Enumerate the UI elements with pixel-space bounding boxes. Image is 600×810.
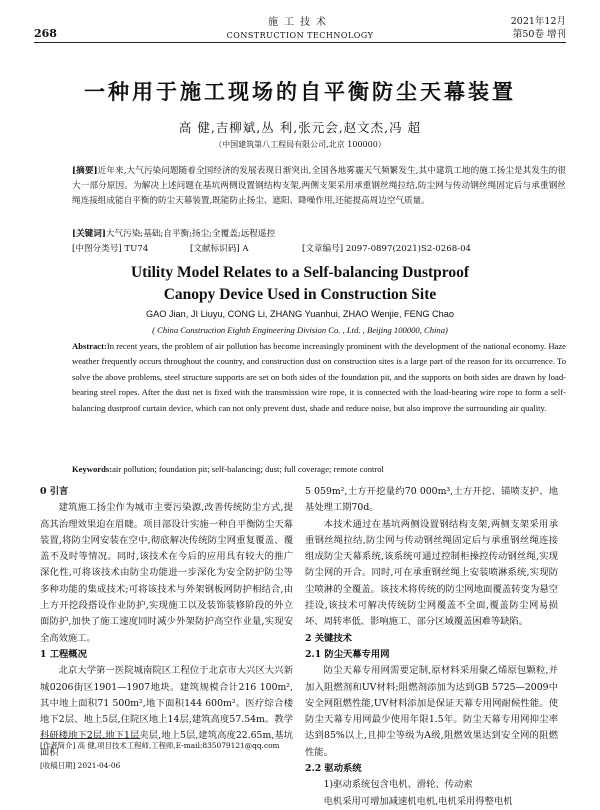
footnote-author: [作者简介] 高 健,项目技术工程师,工程师,E-mail:835079121@qq.com xyxy=(40,741,280,750)
abstract-cn xyxy=(72,164,566,209)
section-1-heading: 1 工程概况 xyxy=(40,648,87,660)
abstract-en xyxy=(72,339,566,416)
keywords-cn xyxy=(72,227,566,242)
body-column-right xyxy=(305,484,558,810)
abstract-cn-label: [摘要] xyxy=(72,166,98,176)
volume-info: 第50卷 增刊 xyxy=(512,29,566,40)
section-2-1-heading: 2.1 防尘天幕专用网 xyxy=(305,648,390,660)
section-1-paragraph-start: 北京大学第一医院城南院区工程位于北京市大兴区大兴新城0206街区1901—1907地块。建筑规模合计216 100m²,其中地上面积71 500m²,地下面积144 600m²。医疗综合楼地下2层、地上5层,住院区地上14层,建筑高度57.54m。教学科研楼地下2层,地下1层夹层,地上5层,建筑高度22.65m,基坑面积 xyxy=(40,665,293,758)
keywords-en-text: air pollution; foundation pit; self-balancing; dust; full coverage; remote control xyxy=(112,464,384,474)
page-number: 268 xyxy=(34,27,57,40)
affiliation-cn: （中国建筑第八工程局有限公司,北京 100000） xyxy=(214,140,386,149)
section-1-paragraph-end: 5 059m²,土方开挖量约70 000m³,土方开挖、锚喷支护、地基处理工期70d。 xyxy=(305,486,558,514)
section-0-heading: 0 引言 xyxy=(40,486,69,497)
abstract-cn-text: 近年来,大气污染问题随着全国经济的发展表现日渐突出,全国各地雾霾天气频繁发生,其中建筑工地的施工扬尘是其发生的很大一部分原因。为解决上述问题在基坑两侧设置钢结构支架,两侧支架采用承重钢丝绳拉结,防尘网与传动钢丝绳固定后与承重钢丝绳连接组成能自平衡的防尘天幕装置,既能防止扬尘、遮阳、降噪作用,还能提高周边空气质量。 xyxy=(72,166,566,206)
body-column-left xyxy=(40,484,293,761)
journal-title-cn: 施工技术 xyxy=(268,17,332,28)
keywords-cn-label: [关键词] xyxy=(72,229,106,239)
document-code: [文献标识码] A xyxy=(190,244,249,254)
clc-number: [中图分类号] TU74 xyxy=(72,244,149,254)
authors-cn: 高 健,吉柳斌,丛 利,张元会,赵文杰,冯 超 xyxy=(178,120,422,135)
section-2-2-item-1: 1)驱动系统包含电机、滑轮、传动索 xyxy=(323,779,473,791)
article-title-en xyxy=(0,262,600,306)
keywords-en xyxy=(72,462,566,477)
article-title-cn: 一种用于施工现场的自平衡防尘天幕装置 xyxy=(84,79,516,104)
section-0-paragraph: 建筑施工扬尘作为城市主要污染源,改善传统防尘方式,提高其治理效果迫在眉睫。项目部设计实施一种自平衡防尘天幕装置,将防尘网安装在空中,彻底解决传统防尘网重复覆盖、覆盖不及时等情况。同时,该技术在今后的应用具有较大的推广深化性,可将该技术由防尘功能进一步深化为安全防护防尘等多种功能的集成技术;可将该技术与外架钢板网防护相结合,由上方开挖段搭设作业防护,实现施工以及装饰装修阶段的外立面防护,加快了施工速度同时减少外架防护高空作业量,实现安全高效施工。 xyxy=(40,502,293,644)
footnote-received: [收稿日期] 2021-04-06 xyxy=(40,761,121,770)
running-header xyxy=(34,12,566,43)
keywords-cn-text: 大气污染;基础;自平衡;扬尘;全覆盖;远程遥控 xyxy=(105,229,276,239)
footnote-divider xyxy=(40,738,140,739)
section-2-2-heading: 2.2 驱动系统 xyxy=(305,763,362,775)
section-1-paragraph-2: 本技术通过在基坑两侧设置钢结构支架,两侧支架采用承重钢丝绳拉结,防尘网与传动钢丝绳固定后与承重钢丝绳连接组成防尘天幕系统,该系统可通过控制柜操控传动钢丝绳,实现防尘网的开合。同时,可在承重钢丝绳上安装喷淋系统,实现防尘喷淋的全覆盖。该技术将传统的防尘网地面覆盖转变为悬空挂设,该技术可解决传统防尘网覆盖不全面,覆盖防尘网易损坏、周转率低、影响施工、部分区域覆盖困难等缺陷。 xyxy=(305,518,558,628)
section-2-heading: 2 关键技术 xyxy=(305,632,352,644)
abstract-en-text: In recent years, the problem of air pollution has become increasingly prominent with the development of the national economy. Haze weather frequently occurs throughout the country, and construction dust on construction sites is a large part of the reason for its occurrence. To solve the above problems, steel structure supports are set on both sides of the foundation pit, and the supports on both sides are drawn by load-bearing steel ropes. After the dust net is fixed with the transmission wire rope, it is connected with the load-bearing wire rope to form a self-balancing dustproof curtain device, which can not only prevent dust, shade and reduce noise, but also improve the surrounding air quality. xyxy=(72,341,566,413)
abstract-en-label: Abstract: xyxy=(72,341,107,351)
section-2-1-paragraph: 防尘天幕专用网需要定制,原材料采用聚乙烯原包颗粒,并加入阻燃剂和UV材料;阻燃剂添加为达到GB 5725—2009中安全网阻燃性能,UV材料添加是保证天幕专用网耐候性能。使防尘天幕专用网最少使用年限1.5年。防尘天幕专用网抑尘率达到85%以上,且抑尘等级为A级,阻燃效果达到安全网的阻燃性能。 xyxy=(305,665,558,758)
section-2-2-item-1-cont: 电机采用可增加减速机电机,电机采用得整电机 xyxy=(323,795,513,807)
keywords-en-label: Keywords: xyxy=(72,464,113,474)
issue-date: 2021年12月 xyxy=(510,16,566,27)
affiliation-en: ( China Construction Eighth Engineering Division Co. , Ltd. , Beijing 100000, China) xyxy=(152,325,448,335)
authors-en: GAO Jian, JI Liuyu, CONG Li, ZHANG Yuanhui, ZHAO Wenjie, FENG Chao xyxy=(145,309,455,319)
journal-title-en: CONSTRUCTION TECHNOLOGY xyxy=(226,31,374,40)
article-number: [文章编号] 2097-0897(2021)S2-0268-04 xyxy=(302,244,472,254)
article-title-en-text: Utility Model Relates to a Self-balancing Dustproof Canopy Device Used in Construction Site xyxy=(130,264,470,303)
